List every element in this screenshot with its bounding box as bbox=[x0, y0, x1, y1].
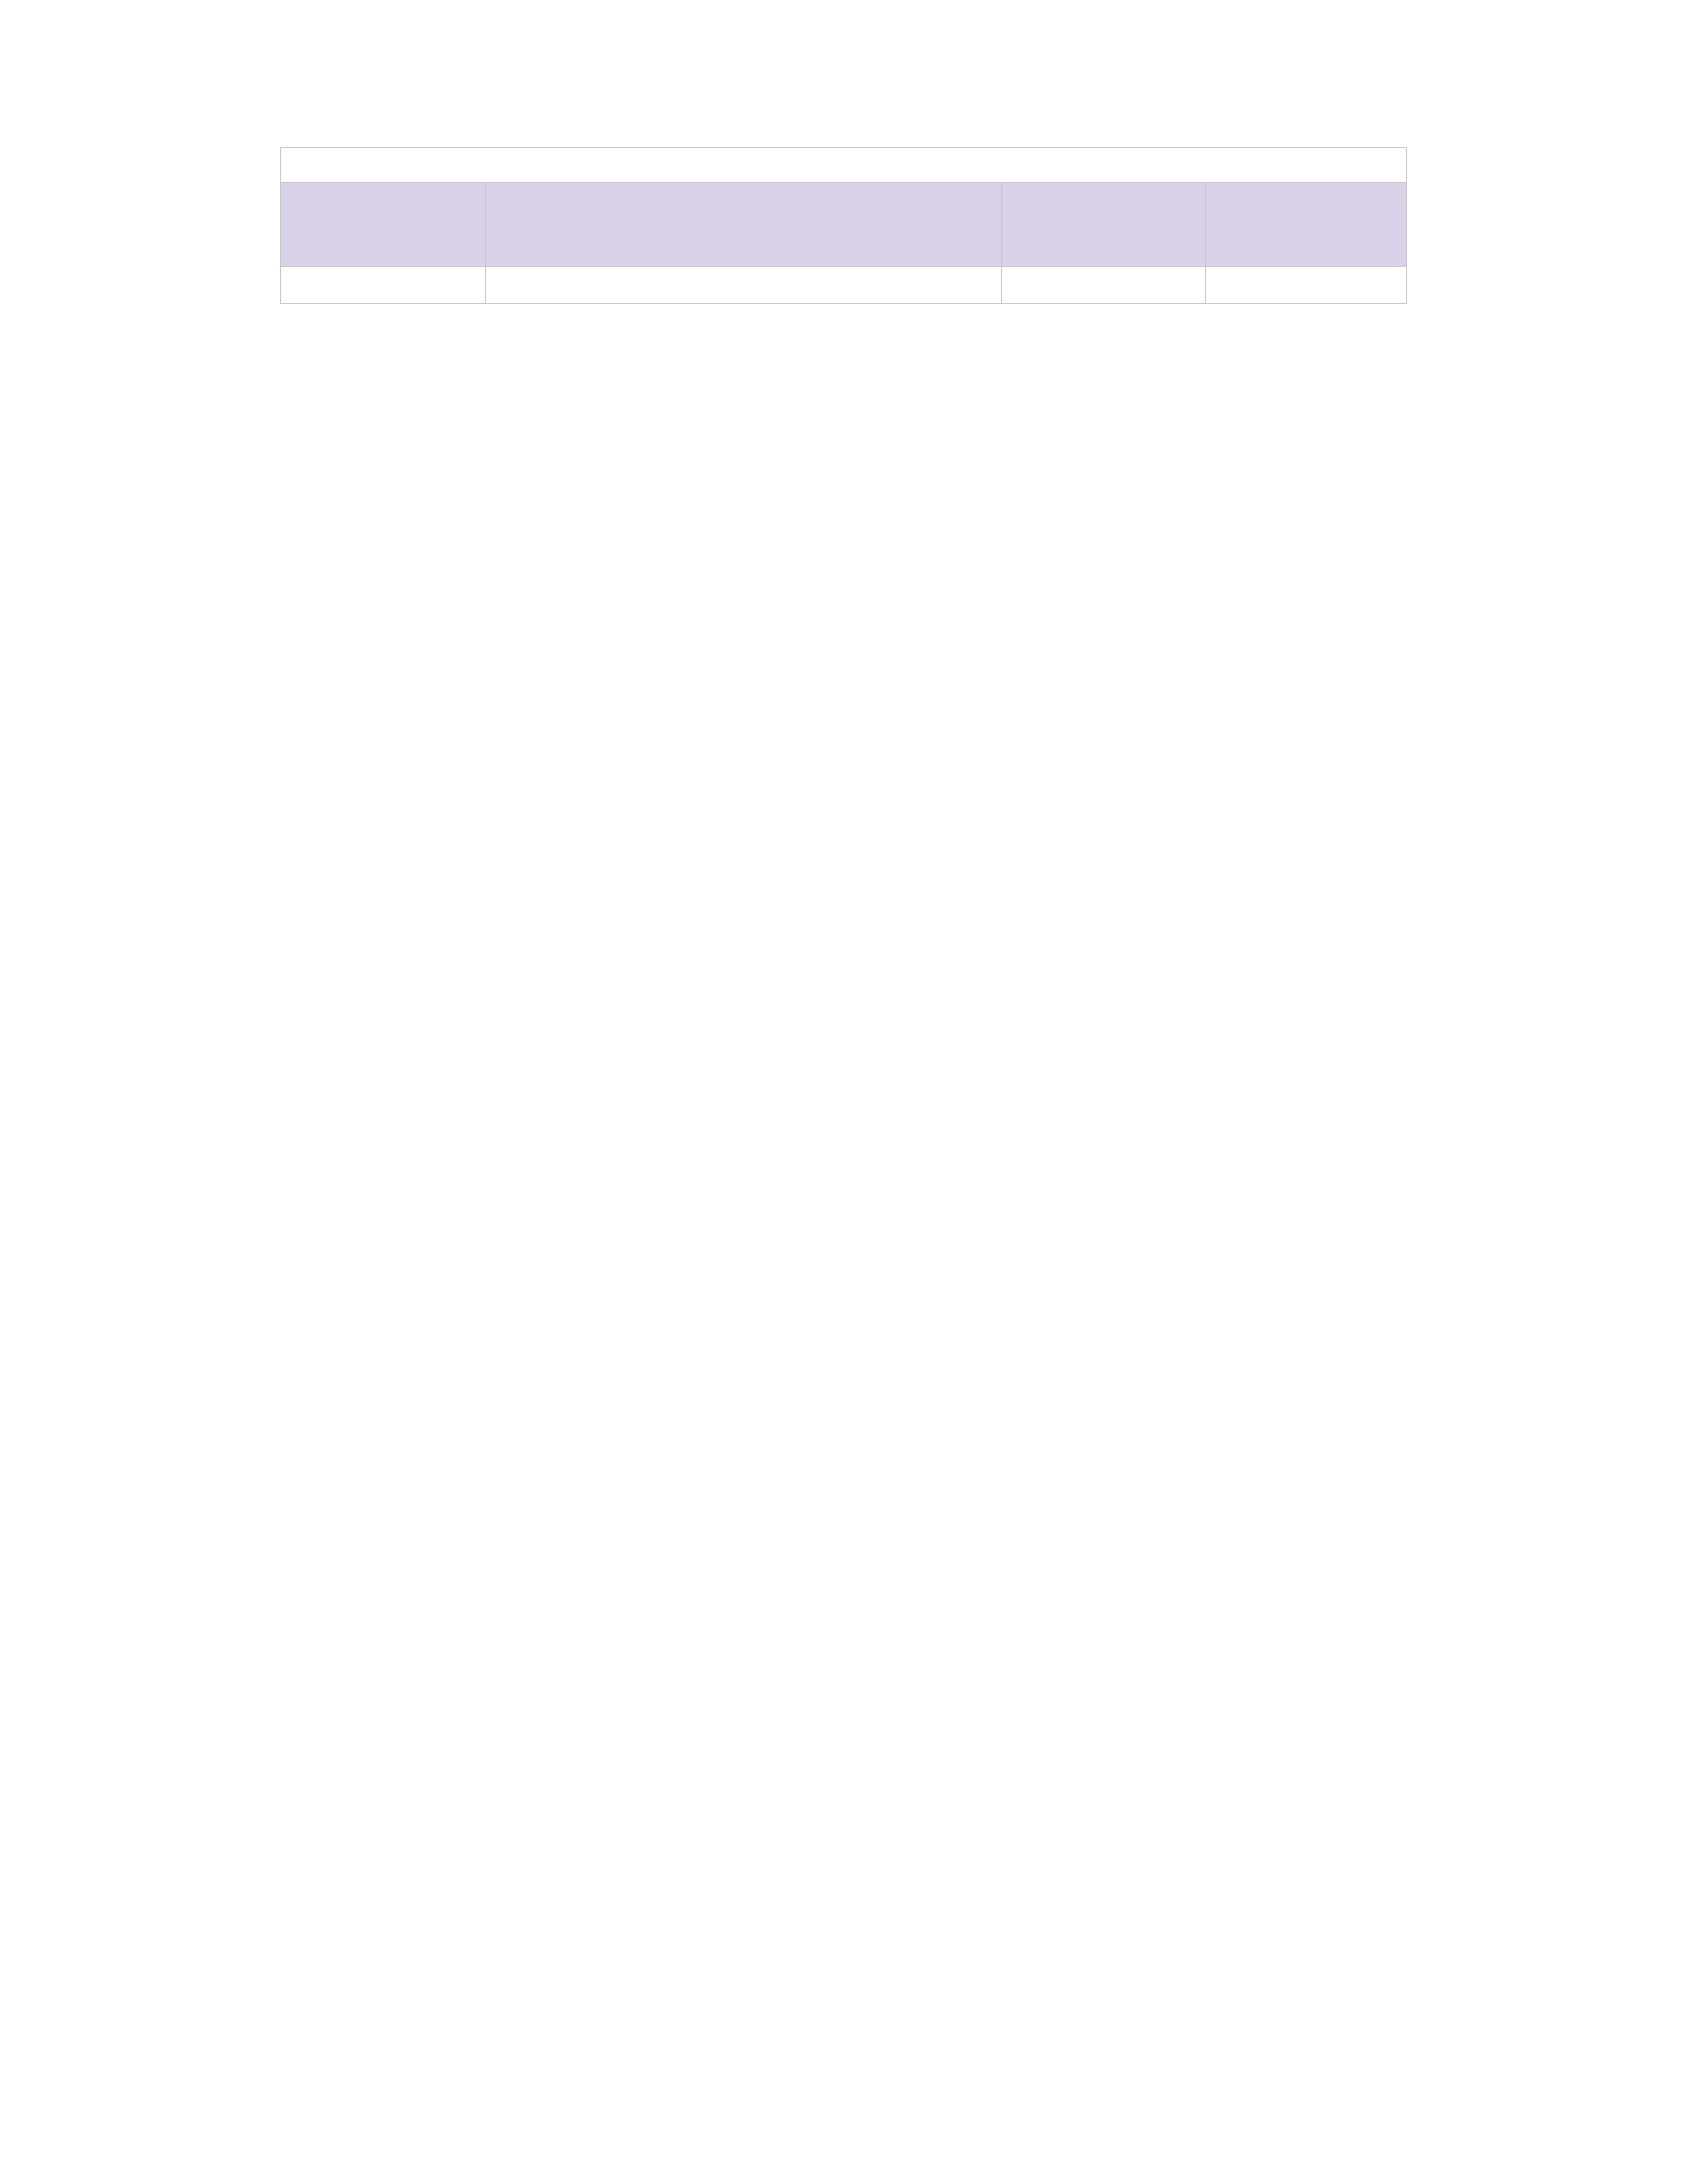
arrival-column-header bbox=[1002, 183, 1206, 267]
friday-header-row bbox=[281, 183, 1407, 267]
title-row bbox=[281, 148, 1407, 183]
schedule-table bbox=[280, 147, 1407, 304]
schedule-body bbox=[281, 148, 1407, 304]
class-column-header bbox=[486, 183, 1002, 267]
photo-column-header bbox=[1206, 183, 1407, 267]
spacer-row bbox=[281, 267, 1407, 304]
day-label-friday bbox=[281, 183, 486, 267]
page-title bbox=[281, 148, 1407, 183]
